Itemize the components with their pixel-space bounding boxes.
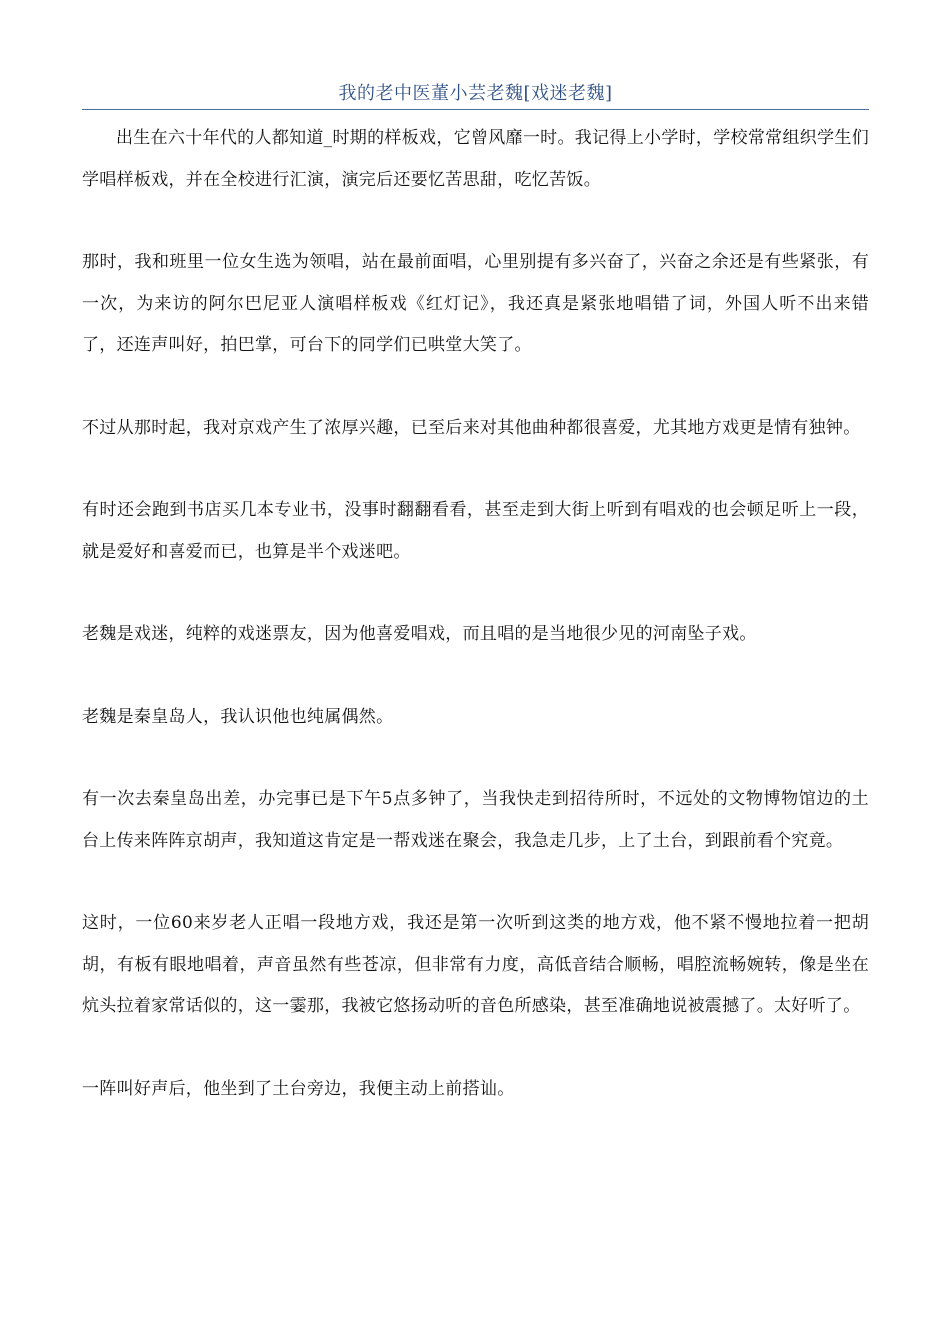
paragraph-2: 那时，我和班里一位女生选为领唱，站在最前面唱，心里别提有多兴奋了，兴奋之余还是有些紧张，有一次，为来访的阿尔巴尼亚人演唱样板戏《红灯记》，我还真是紧张地唱错了词，外国人听不出来错了，还连声叫好，拍巴掌，可台下的同学们已哄堂大笑了。 (82, 252, 869, 355)
paragraph-7: 有一次去秦皇岛出差，办完事已是下午5点多钟了，当我快走到招待所时，不远处的文物博物馆边的土台上传来阵阵京胡声，我知道这肯定是一帮戏迷在聚会，我急走几步，上了土台，到跟前看个究竟。 (82, 789, 869, 851)
paragraph-3: 不过从那时起，我对京戏产生了浓厚兴趣，已至后来对其他曲种都很喜爱，尤其地方戏更是情有独钟。 (82, 417, 861, 438)
paragraph-6: 老魏是秦皇岛人，我认识他也纯属偶然。 (82, 706, 394, 727)
paragraph-5: 老魏是戏迷，纯粹的戏迷票友，因为他喜爱唱戏，而且唱的是当地很少见的河南坠子戏。 (82, 624, 757, 644)
paragraph-9: 一阵叫好声后，他坐到了土台旁边，我便主动上前搭讪。 (82, 1078, 515, 1099)
page-header (82, 80, 869, 110)
document-title: 我的老中医董小芸老魏[戏迷老魏] (338, 83, 613, 104)
paragraph-8: 这时，一位60来岁老人正唱一段地方戏，我还是第一次听到这类的地方戏，他不紧不慢地拉着一把胡胡，有板有眼地唱着，声音虽然有些苍凉，但非常有力度，高低音结合顺畅，唱腔流畅婉转，像是坐在炕头拉着家常话似的，这一霎那，我被它悠扬动听的音色所感染，甚至准确地说被震撼了。太好听了。 (82, 913, 869, 1016)
article-body (82, 118, 869, 1151)
paragraph-4: 有时还会跑到书店买几本专业书，没事时翻翻看看，甚至走到大街上听到有唱戏的也会顿足听上一段，就是爱好和喜爱而已，也算是半个戏迷吧。 (82, 500, 869, 562)
paragraph-1: 出生在六十年代的人都知道_时期的样板戏，它曾风靡一时。我记得上小学时，学校常常组织学生们学唱样板戏，并在全校进行汇演，演完后还要忆苦思甜，吃忆苦饭。 (82, 128, 869, 190)
